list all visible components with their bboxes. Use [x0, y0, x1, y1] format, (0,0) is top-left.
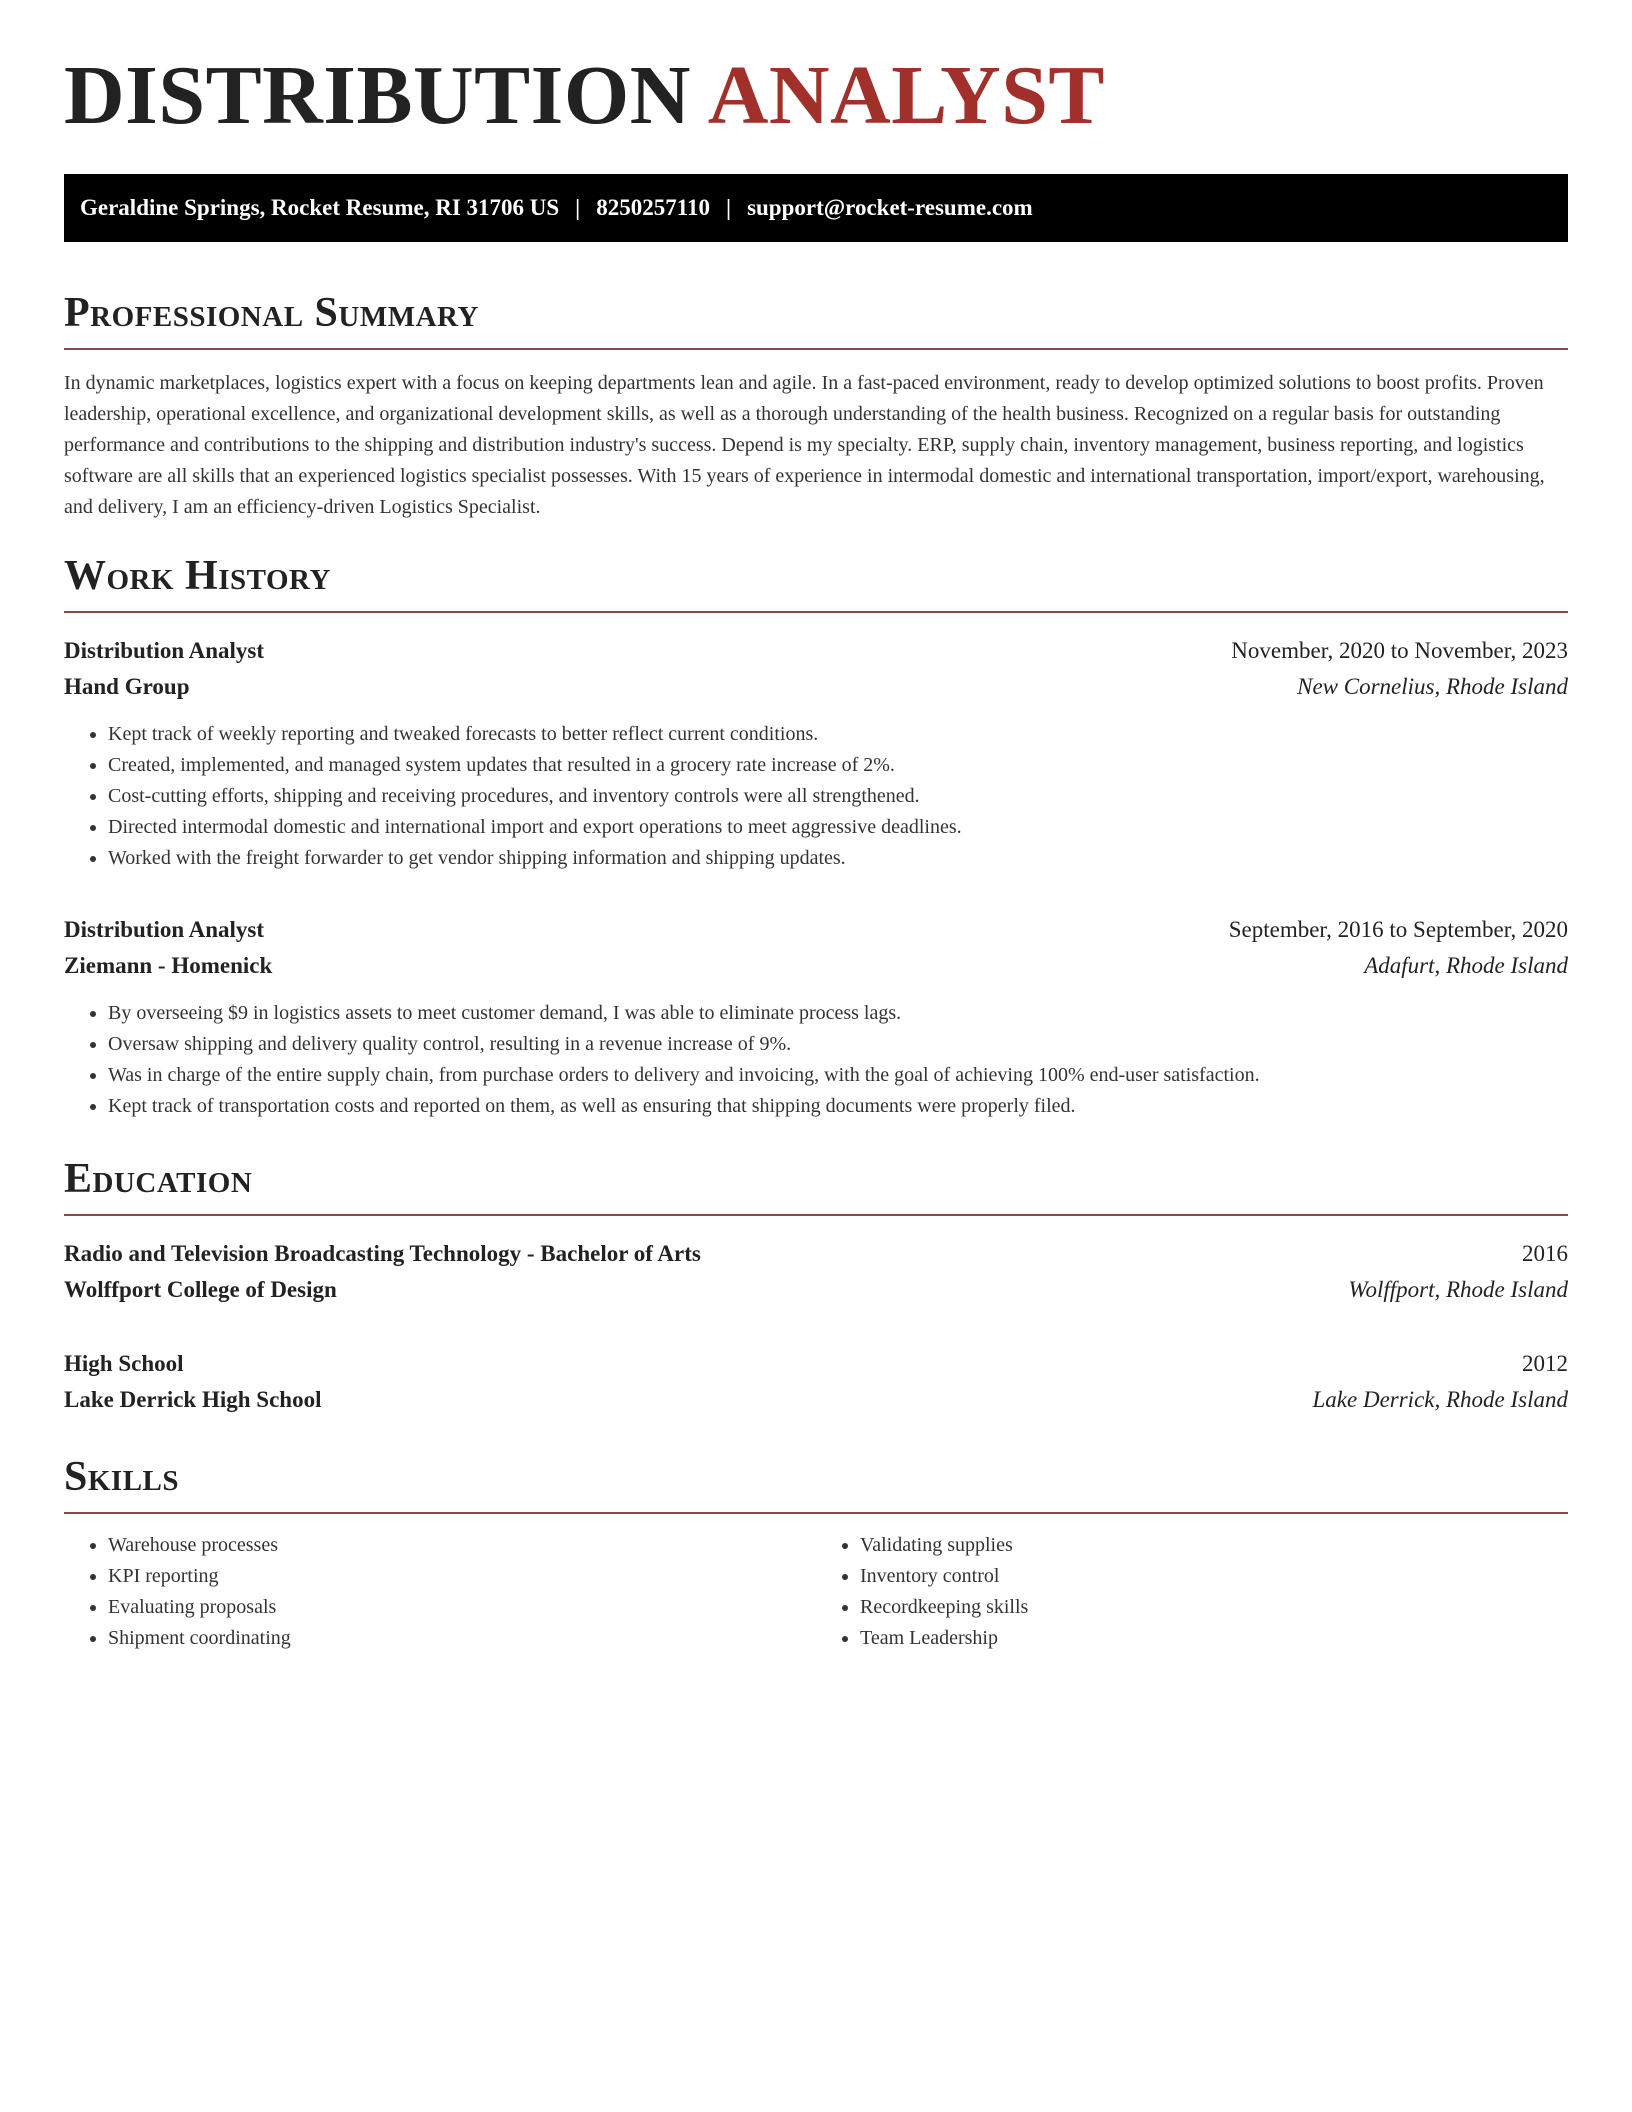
contact-address: Geraldine Springs, Rocket Resume, RI 31706 US: [80, 195, 560, 220]
skill-item: • Team Leadership: [860, 1623, 1568, 1654]
job-company-row: [64, 948, 1568, 984]
skill-item: • Shipment coordinating: [108, 1623, 816, 1654]
education-heading: Education: [64, 1158, 1568, 1216]
education-degree: High School: [64, 1351, 184, 1376]
job-bullet: • Worked with the freight forwarder to get vendor shipping information and shipping updates.: [108, 843, 1568, 874]
skills-heading: Skills: [64, 1456, 1568, 1514]
education-school-row: [64, 1272, 1568, 1308]
job-bullet: • Oversaw shipping and delivery quality control, resulting in a revenue increase of 9%.: [108, 1029, 1568, 1060]
summary-text: In dynamic marketplaces, logistics expert with a focus on keeping departments lean and agile. In a fast-paced environment, ready to develop optimized solutions to boost profits. Proven leadership, operational excellence, and organizational development skills, as well as a thorough understanding of the health business. Recognized on a regular basis for outstanding performance and contributions to the shipping and distribution industry's success. Depend is my specialty. ERP, supply chain, inventory management, business reporting, and logistics software are all skills that an experienced logistics specialist possesses. With 15 years of experience in intermodal domestic and international transportation, import/export, warehousing, and delivery, I am an efficiency-driven Logistics Specialist.: [64, 372, 1545, 518]
job-company: Hand Group: [64, 674, 190, 699]
skill-item: • Validating supplies: [860, 1530, 1568, 1561]
contact-separator: |: [725, 195, 732, 220]
job-company: Ziemann - Homenick: [64, 953, 273, 978]
skills-section: [64, 1456, 1568, 1654]
education-year: 2012: [1522, 1351, 1568, 1376]
skills-list-left: [64, 1530, 816, 1654]
job-bullet: • By overseeing $9 in logistics assets to meet customer demand, I was able to eliminate process lags.: [108, 998, 1568, 1029]
job-header-row: [64, 633, 1568, 669]
skills-columns: [64, 1530, 1568, 1654]
work-history-section: [64, 555, 1568, 1122]
skills-list-right: [816, 1530, 1568, 1654]
job-dates: September, 2016 to September, 2020: [1228, 917, 1568, 942]
summary-section: [64, 292, 1568, 523]
education-location: Wolffport, Rhode Island: [1348, 1277, 1568, 1302]
contact-email: support@rocket-resume.com: [747, 195, 1033, 220]
job-bullet: • Kept track of weekly reporting and tweaked forecasts to better reflect current conditions.: [108, 719, 1568, 750]
contact-bar: [64, 174, 1568, 242]
job-entry: [64, 912, 1568, 1122]
education-school: Lake Derrick High School: [64, 1387, 322, 1412]
education-degree-row: [64, 1346, 1568, 1382]
job-bullet: • Created, implemented, and managed system updates that resulted in a grocery rate increase of 2%.: [108, 750, 1568, 781]
job-header-row: [64, 912, 1568, 948]
skill-item: • Recordkeeping skills: [860, 1592, 1568, 1623]
job-dates: November, 2020 to November, 2023: [1231, 638, 1568, 663]
summary-heading: Professional Summary: [64, 292, 1568, 350]
job-entry: [64, 633, 1568, 874]
job-position: Distribution Analyst: [64, 638, 265, 663]
job-bullets: [64, 719, 1568, 874]
education-entry: [64, 1346, 1568, 1418]
skill-item: • KPI reporting: [108, 1561, 816, 1592]
title-main: DISTRIBUTION: [64, 49, 691, 142]
job-location: Adafurt, Rhode Island: [1364, 953, 1568, 978]
contact-phone: 8250257110: [596, 195, 710, 220]
skill-item: • Evaluating proposals: [108, 1592, 816, 1623]
job-location: New Cornelius, Rhode Island: [1297, 674, 1568, 699]
education-school: Wolffport College of Design: [64, 1277, 337, 1302]
job-company-row: [64, 669, 1568, 705]
job-position: Distribution Analyst: [64, 917, 265, 942]
education-degree: Radio and Television Broadcasting Technology - Bachelor of Arts: [64, 1241, 701, 1266]
education-year: 2016: [1522, 1241, 1568, 1266]
job-bullet: • Was in charge of the entire supply chain, from purchase orders to delivery and invoicing, with the goal of achieving 100% end-user satisfaction.: [108, 1060, 1568, 1091]
work-history-heading: Work History: [64, 555, 1568, 613]
education-entry: [64, 1236, 1568, 1308]
skill-item: • Inventory control: [860, 1561, 1568, 1592]
skill-item: • Warehouse processes: [108, 1530, 816, 1561]
education-location: Lake Derrick, Rhode Island: [1312, 1387, 1568, 1412]
job-bullets: [64, 998, 1568, 1122]
title-accent: ANALYST: [707, 49, 1105, 142]
resume-title: [64, 0, 1568, 142]
job-bullet: • Cost-cutting efforts, shipping and receiving procedures, and inventory controls were all strengthened.: [108, 781, 1568, 812]
contact-separator: |: [575, 195, 581, 220]
job-bullet: • Kept track of transportation costs and reported on them, as well as ensuring that shipping documents were properly filed.: [108, 1091, 1568, 1122]
education-section: [64, 1158, 1568, 1418]
job-bullet: • Directed intermodal domestic and international import and export operations to meet aggressive deadlines.: [108, 812, 1568, 843]
education-school-row: [64, 1382, 1568, 1418]
education-degree-row: [64, 1236, 1568, 1272]
